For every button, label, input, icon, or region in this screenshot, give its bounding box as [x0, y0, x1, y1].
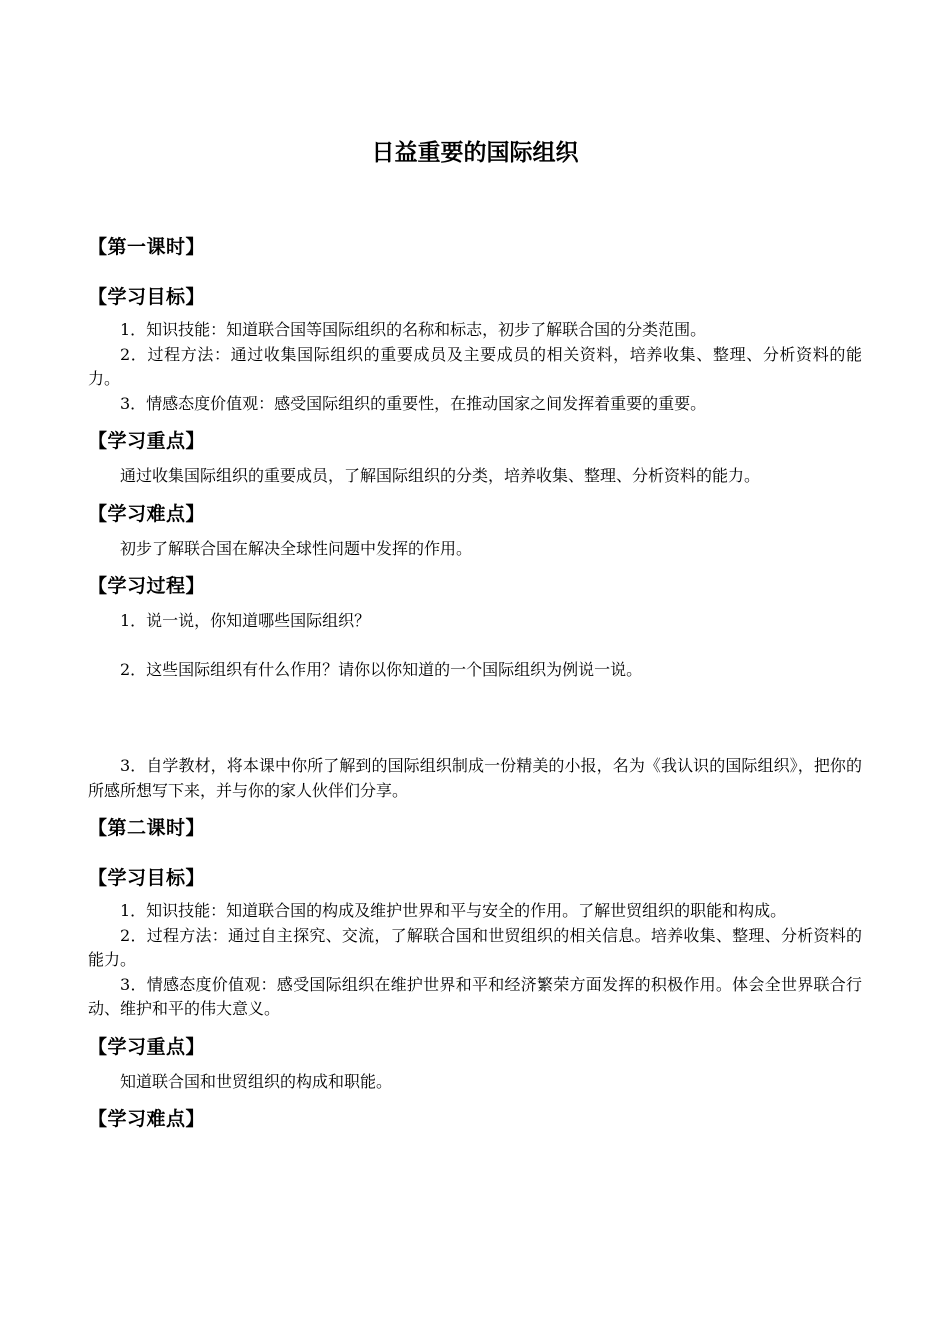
lesson1-process-item-2: 2．这些国际组织有什么作用？请你以你知道的一个国际组织为例说一说。 [120, 659, 643, 679]
lesson2-goal-1: 1．知识技能：知道联合国的构成及维护世界和平与安全的作用。了解世贸组织的职能和构成。 [120, 901, 787, 920]
lesson2-heading: 【第二课时】 [88, 817, 206, 839]
lesson2-keypoints-text: 知道联合国和世贸组织的构成和职能。 [120, 1071, 393, 1091]
lesson1-goal-3: 3．情感态度价值观：感受国际组织的重要性，在推动国家之间发挥着重要的重要。 [120, 393, 707, 413]
lesson1-goal-2: 2．过程方法：通过收集国际组织的重要成员及主要成员的相关资料，培养收集、整理、分析资料的能力。 [88, 344, 862, 388]
lesson1-process-item-3: 3．自学教材，将本课中你所了解到的国际组织制成一份精美的小报，名为《我认识的国际组织》，把你的所感所想写下来，并与你的家人伙伴们分享。 [88, 756, 862, 800]
lesson1-keypoints-text: 通过收集国际组织的重要成员，了解国际组织的分类，培养收集、整理、分析资料的能力。 [120, 466, 761, 485]
lesson2-keypoints-heading: 【学习重点】 [88, 1035, 206, 1058]
lesson1-keypoints-heading: 【学习重点】 [88, 430, 206, 452]
lesson1-goals-heading: 【学习目标】 [88, 286, 206, 308]
document-title: 日益重要的国际组织 [371, 140, 579, 166]
lesson1-process-heading: 【学习过程】 [88, 575, 206, 597]
lesson1-difficulties-heading: 【学习难点】 [88, 502, 206, 525]
lesson2-difficulties-heading: 【学习难点】 [88, 1108, 206, 1130]
lesson2-goals-heading: 【学习目标】 [88, 867, 206, 889]
lesson2-goal-3: 3．情感态度价值观：感受国际组织在维护世界和平和经济繁荣方面发挥的积极作用。体会全世界联合行动、维护和平的伟大意义。 [88, 974, 862, 1018]
lesson1-difficulties-text: 初步了解联合国在解决全球性问题中发挥的作用。 [120, 538, 473, 558]
lesson2-goal-2: 2．过程方法：通过自主探究、交流，了解联合国和世贸组织的相关信息。培养收集、整理、分析资料的能力。 [88, 925, 862, 969]
lesson1-goal-1: 1．知识技能：知道联合国等国际组织的名称和标志，初步了解联合国的分类范围。 [120, 320, 707, 339]
lesson1-heading: 【第一课时】 [88, 236, 206, 258]
lesson1-process-item-1: 1．说一说，你知道哪些国际组织？ [120, 611, 371, 630]
